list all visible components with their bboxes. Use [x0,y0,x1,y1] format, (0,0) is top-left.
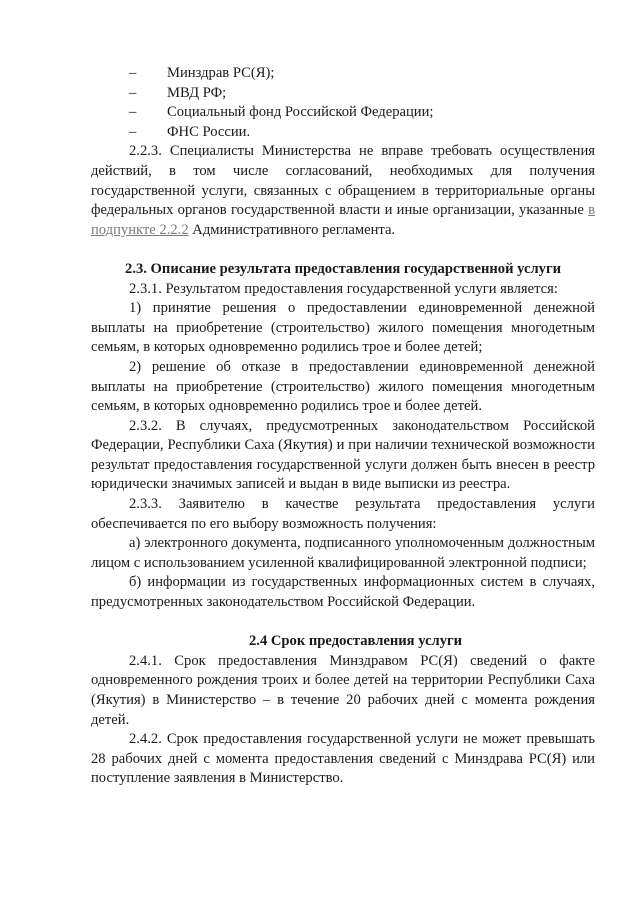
subsection-2-2-2-link[interactable]: в подпункте 2.2.2 [91,202,595,238]
paragraph-2-3-3-item-b: б) информации из государственных информационных систем в случаях, предусмотренных законодательством Российской Федерации. [91,574,595,611]
list-item-text: Социальный фонд Российской Федерации; [167,104,434,121]
paragraph-2-2-3 [91,142,595,240]
paragraph-2-3-1-item-2: 2) решение об отказе в предоставлении единовременной денежной выплаты на приобретение (строительство) жилого помещения многодетным семьям, в которых одновременно родились трое и более детей. [91,358,595,415]
list-item-text: МВД РФ; [167,84,227,101]
list-item [91,84,595,104]
list-item [91,123,595,143]
paragraph-2-3-1-item-1: 1) принятие решения о предоставлении единовременной денежной выплаты на приобретение (строительство) жилого помещения многодетным семьям, в которых одновременно родились трое и более детей; [91,300,595,356]
paragraph-2-3-2: 2.3.2. В случаях, предусмотренных законодательством Российской Федерации, Республики Саха (Якутия) и при наличии технической возможности результат предоставления государственной услуги должен быть внесен в реестр юридически значимых записей и выдан в виде выписки из реестра. [91,417,595,493]
paragraph-2-3-3-item-a: а) электронного документа, подписанного уполномоченным должностным лицом с использованием усиленной квалифицированной электронной подписи; [91,535,595,571]
document-page [91,64,595,789]
list-dash: – [129,65,137,81]
paragraph-text: 2.2.3. Специалисты Министерства не вправе требовать осуществления действий, в том числе согласований, необходимых для получения государственной услуги, связанных с обращением в территориальные органы федеральных органов государственной власти и иные организации, указанные [91,143,595,219]
paragraph-2-3-1: 2.3.1. Результатом предоставления государственной услуги является: [129,280,558,297]
paragraph-2-3-3: 2.3.3. Заявителю в качестве результата предоставления услуги обеспечивается по его выбору возможность получения: [91,496,595,532]
list-dash: – [129,84,137,101]
list-item-text: Минздрав РС(Я); [167,65,275,81]
list-item [91,103,595,123]
paragraph-2-4-1: 2.4.1. Срок предоставления Минздравом РС(Я) сведений о факте одновременного рождения троих и более детей на территории Республики Саха (Якутия) в Министерство – в течение 20 рабочих дней с момента рождения детей. [91,652,595,728]
list-dash: – [129,123,137,140]
list-dash: – [129,104,137,121]
section-heading-2-4: 2.4 Срок предоставления услуги [249,633,463,650]
list-item-text: ФНС России. [167,123,251,140]
section-heading-2-3: 2.3. Описание результата предоставления государственной услуги [125,260,561,277]
paragraph-text: Административного регламента. [188,221,396,238]
paragraph-2-4-2: 2.4.2. Срок предоставления государственной услуги не может превышать 28 рабочих дней с момента предоставления сведений с Минздрава РС(Я) или поступление заявления в Министерство. [91,731,595,787]
list-item [91,64,595,84]
